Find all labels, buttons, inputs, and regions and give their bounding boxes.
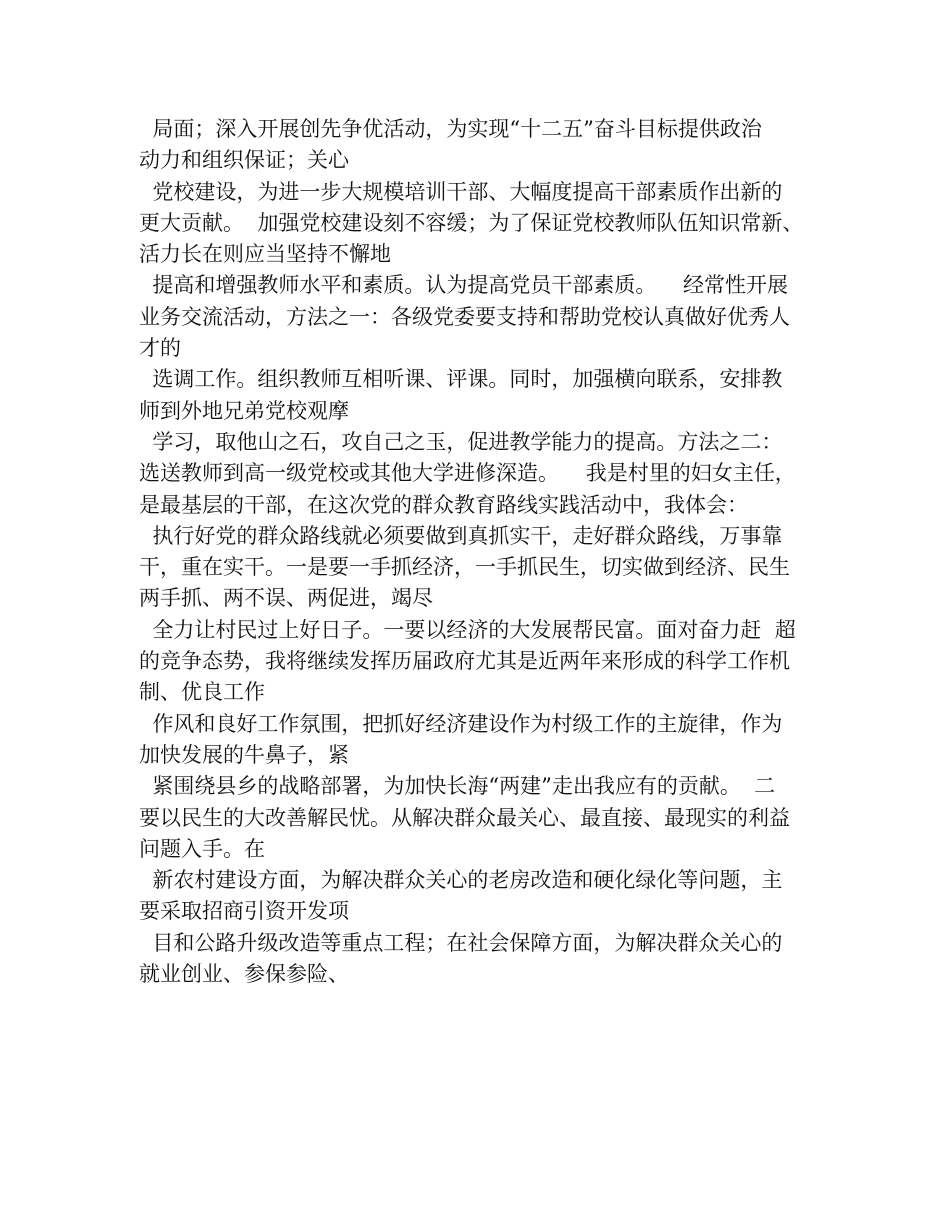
text-line: 选送教师到高一级党校或其他大学进修深造。 我是村里的妇女主任， (139, 461, 796, 486)
text-line: 才的 (139, 336, 181, 361)
text-line: 作风和良好工作氛围，把抓好经济建设作为村级工作的主旋律，作为 (139, 711, 783, 736)
text-line: 局面；深入开展创先争优活动，为实现“十二五”奋斗目标提供政治 (139, 117, 762, 141)
text-line: 加快发展的牛鼻子，紧 (139, 742, 349, 767)
text-line: 党校建设，为进一步大规模培训干部、大幅度提高干部素质作出新的 (139, 179, 783, 204)
text-line: 的竞争态势，我将继续发挥历届政府尤其是近两年来形成的科学工作机 (139, 649, 790, 674)
text-line: 两手抓、两不误、两促进，竭尽 (139, 586, 433, 611)
text-line: 紧围绕县乡的战略部署，为加快长海“两建”走出我应有的贡献。 二 (139, 774, 776, 799)
text-line: 问题入手。在 (139, 836, 265, 861)
text-line: 是最基层的干部，在这次党的群众教育路线实践活动中，我体会： (139, 492, 748, 517)
text-line: 师到外地兄弟党校观摩 (139, 398, 349, 423)
text-line: 制、优良工作 (139, 680, 265, 705)
text-line: 要采取招商引资开发项 (139, 899, 349, 924)
text-line: 就业创业、参保参险、 (139, 962, 349, 987)
text-line: 执行好党的群众路线就必须要做到真抓实干，走好群众路线，万事靠 (139, 523, 783, 548)
text-line: 提高和增强教师水平和素质。认为提高党员干部素质。 经常性开展 (139, 273, 789, 298)
text-line: 选调工作。组织教师互相听课、评课。同时，加强横向联系，安排教 (139, 367, 783, 392)
text-line: 业务交流活动，方法之一：各级党委要支持和帮助党校认真做好优秀人 (139, 304, 790, 329)
text-line: 目和公路升级改造等重点工程；在社会保障方面，为解决群众关心的 (139, 930, 783, 955)
text-line: 更大贡献。 加强党校建设刻不容缓；为了保证党校教师队伍知识常新、 (139, 210, 804, 235)
text-line: 学习，取他山之石，攻自己之玉，促进教学能力的提高。方法之二： (139, 429, 783, 454)
text-line: 要以民生的大改善解民忧。从解决群众最关心、最直接、最现实的利益 (139, 805, 790, 830)
document-body (139, 114, 829, 990)
text-line: 干，重在实干。一是要一手抓经济，一手抓民生，切实做到经济、民生 (139, 555, 790, 580)
text-line: 活力长在则应当坚持不懈地 (139, 242, 391, 267)
text-line: 全力让村民过上好日子。一要以经济的大发展帮民富。面对奋力赶 超 (139, 617, 796, 642)
text-line: 新农村建设方面，为解决群众关心的老房改造和硬化绿化等问题，主 (139, 868, 783, 893)
text-line: 动力和组织保证；关心 (139, 148, 349, 173)
